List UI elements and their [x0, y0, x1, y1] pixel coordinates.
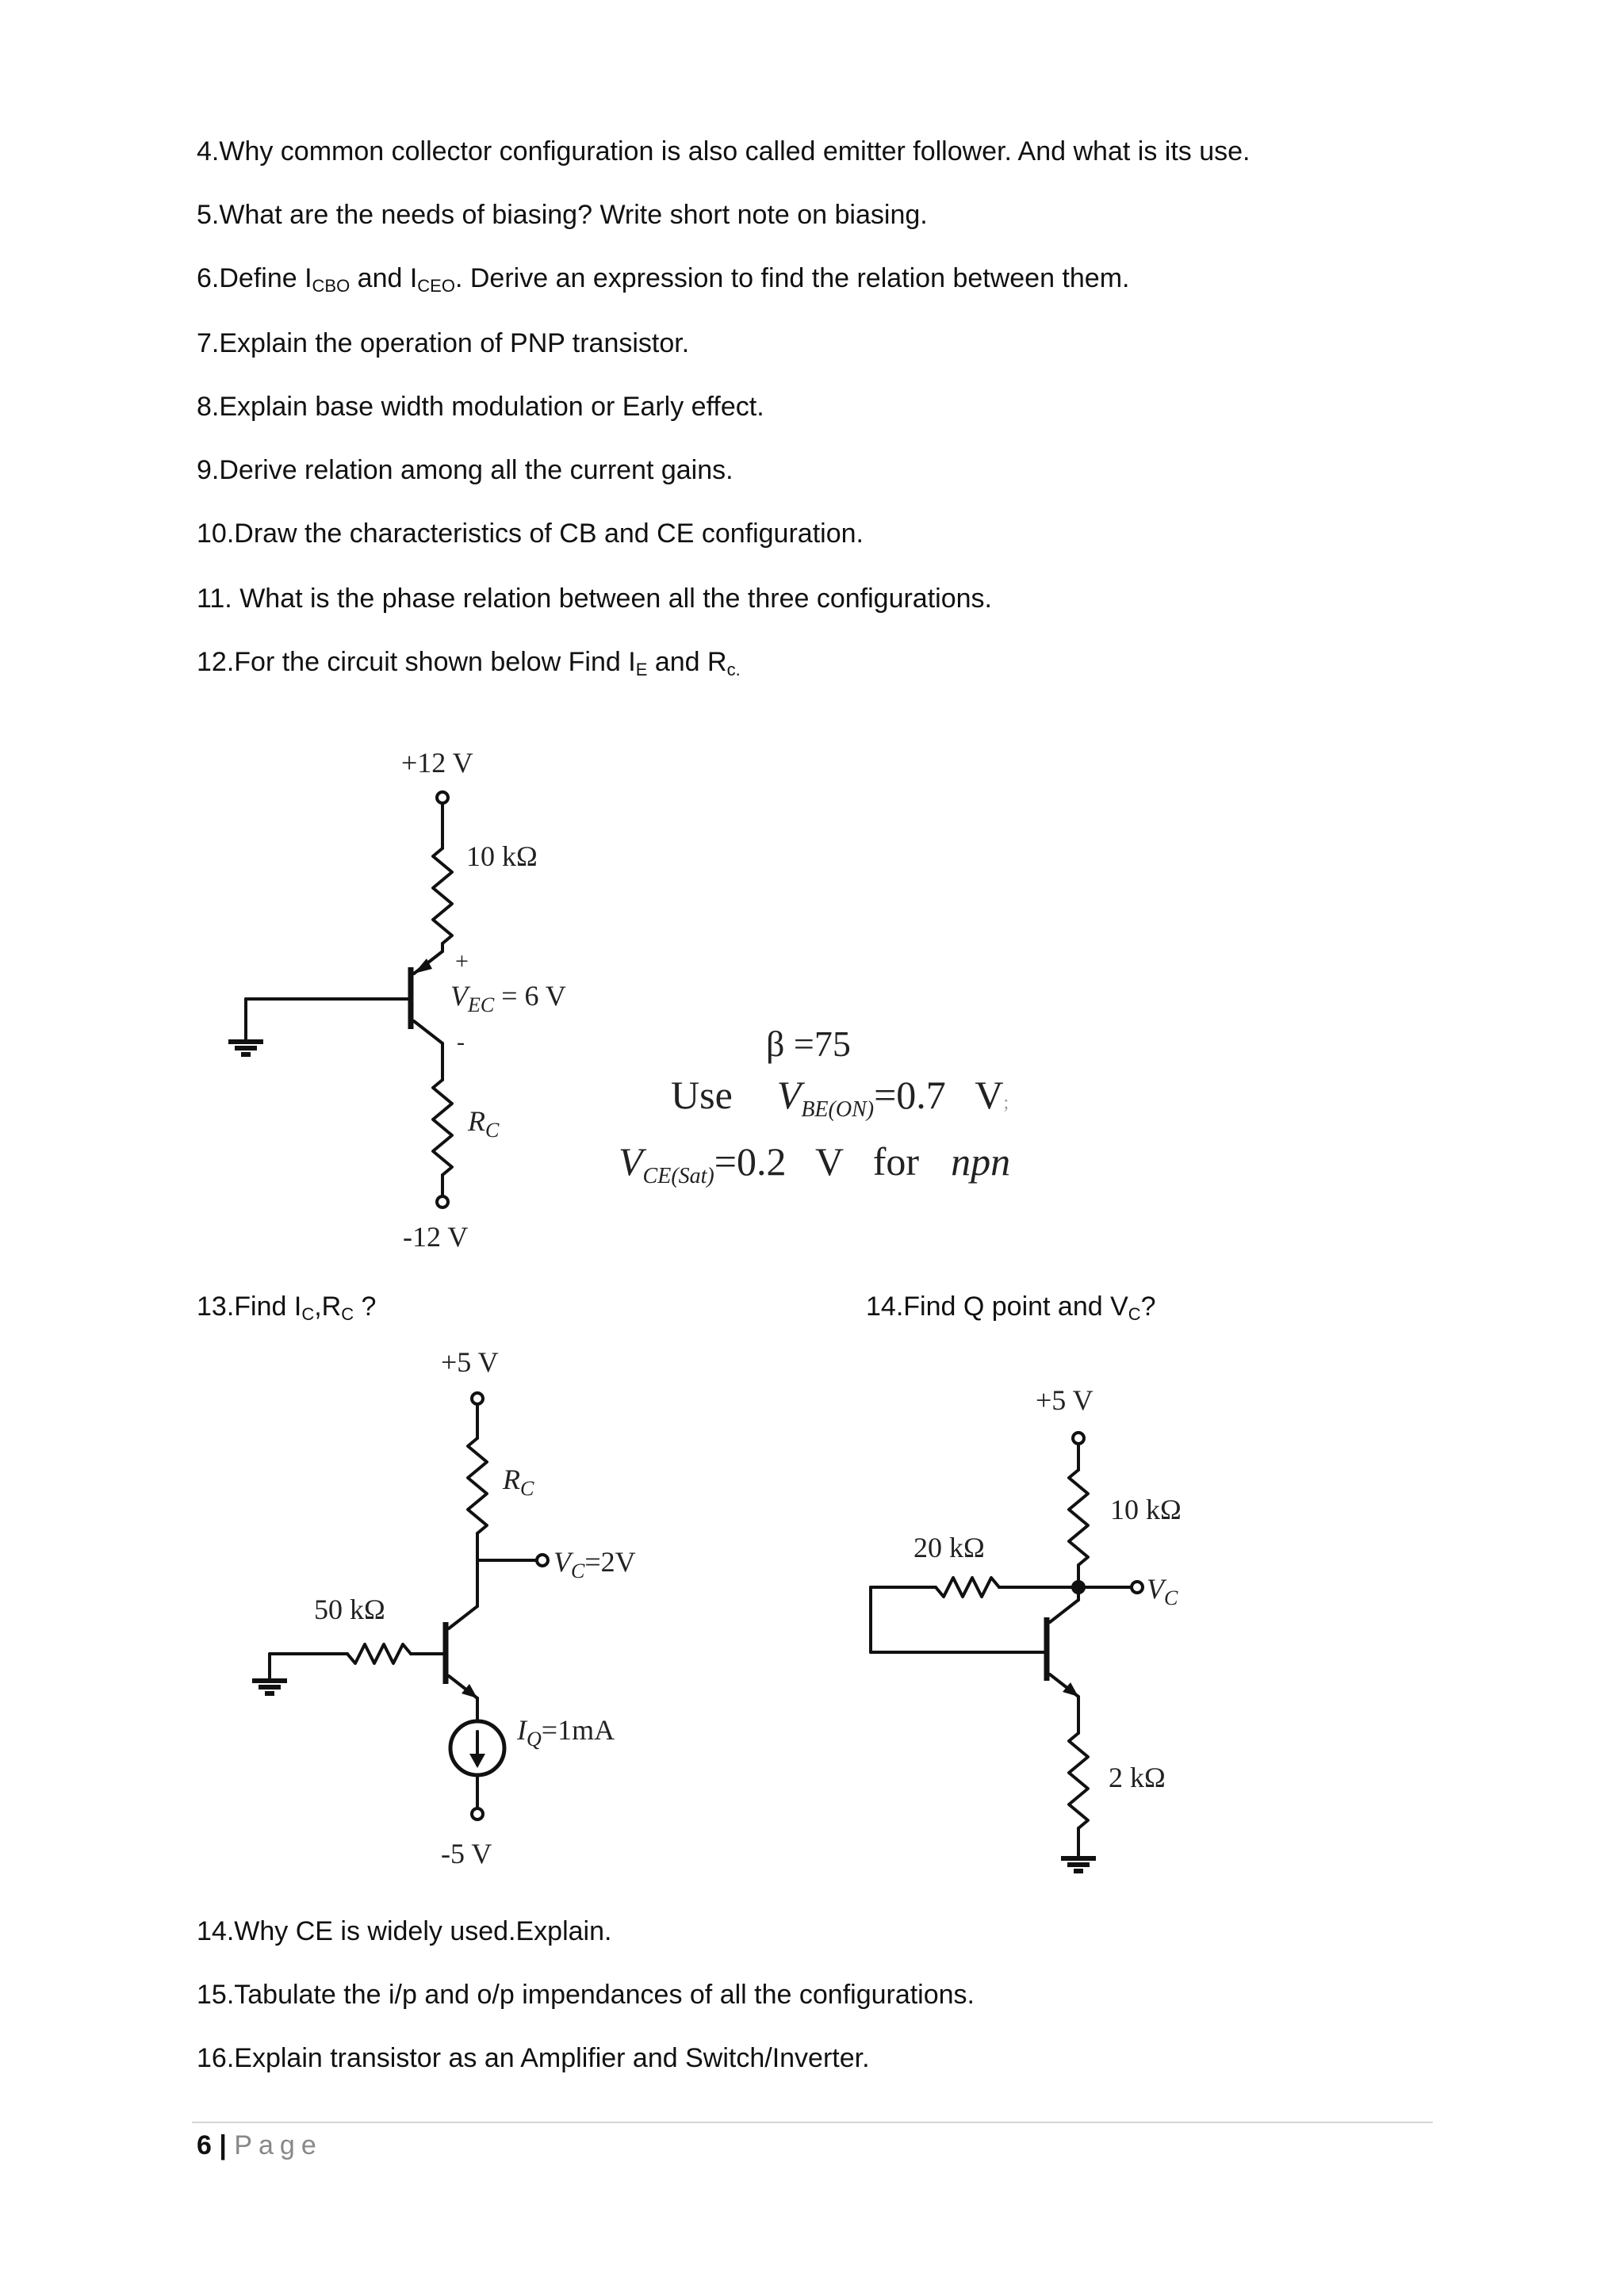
c1-rc-main: R [468, 1105, 485, 1137]
question-6 [197, 262, 1129, 294]
c3-re-resistor [1069, 1733, 1088, 1828]
c3-re-label: 2 kΩ [1109, 1762, 1166, 1793]
question-7 [197, 327, 689, 359]
c2-terminal-top [472, 1393, 483, 1404]
circuit-2-npn-current-source-diagram [238, 1340, 730, 1887]
c2-rb-label: 50 kΩ [314, 1594, 385, 1625]
c1-supply-top: +12 V [401, 747, 473, 779]
question-12 [197, 646, 741, 678]
formula-use: Use [671, 1073, 733, 1117]
c2-supply-bottom: -5 V [441, 1838, 492, 1869]
question-11-text: 11. What is the phase relation between all the three configurations. [197, 584, 992, 614]
q12-sub-c: c. [726, 660, 741, 679]
c3-vc-sub: C [1164, 1586, 1178, 1609]
c1-rc-sub: C [485, 1119, 500, 1142]
c1-vec-val: = 6 V [494, 980, 566, 1012]
question-14b [197, 1915, 611, 1947]
q6-post: . Derive an expression to find the relation between them. [454, 263, 1130, 293]
formula-block [619, 1023, 1189, 1213]
c2-current-arrow-icon [469, 1754, 485, 1768]
c2-rb-resistor [347, 1644, 411, 1663]
c2-iq-val: =1mA [541, 1714, 615, 1746]
question-15-text: 15.Tabulate the i/p and o/p impendances of all the configurations. [197, 1980, 975, 2010]
formula-line-1 [671, 1072, 1009, 1122]
c1-plus-sign: + [455, 948, 469, 974]
c2-vc-val: =2V [584, 1546, 636, 1578]
question-10-text: 10.Draw the characteristics of CB and CE configuration. [197, 519, 864, 549]
c3-terminal-top [1073, 1433, 1084, 1444]
q14a-pre: 14.Find Q point and V [866, 1292, 1128, 1322]
formula-vce-sub: CE(Sat) [642, 1164, 714, 1188]
c1-emitter-resistor [433, 848, 452, 943]
q12-sub-e: E [635, 660, 648, 679]
formula-vbe-tail: ; [1003, 1093, 1009, 1113]
formula-npn: npn [951, 1139, 1011, 1184]
c3-rb-label: 20 kΩ [914, 1532, 985, 1563]
page-separator: | [211, 2130, 235, 2160]
c3-vc-label [1147, 1573, 1178, 1609]
c1-terminal-bottom [437, 1196, 448, 1207]
c2-terminal-bottom [472, 1808, 483, 1820]
c3-rc-resistor [1069, 1470, 1088, 1565]
c1-terminal-top [437, 792, 448, 803]
c2-vc-label [553, 1546, 636, 1582]
beta-value: β =75 [766, 1024, 851, 1064]
c1-vec-sub: EC [468, 993, 495, 1016]
question-4 [197, 136, 1250, 167]
c1-collector-lead [414, 1021, 442, 1043]
question-7-text: 7.Explain the operation of PNP transistor. [197, 328, 690, 358]
formula-vbe-val: =0.7 V [874, 1073, 1004, 1117]
c3-vc-terminal [1132, 1582, 1143, 1593]
formula-vbe-sub: BE(ON) [801, 1097, 875, 1122]
c2-rc-sub: C [520, 1477, 534, 1500]
c3-rc-label: 10 kΩ [1110, 1494, 1182, 1525]
c1-vec-label [450, 980, 566, 1016]
circuit-3-npn-feedback-diagram [856, 1380, 1300, 1887]
question-14b-text: 14.Why CE is widely used.Explain. [197, 1916, 612, 1946]
c2-vc-sub: C [571, 1559, 585, 1582]
q6-sub-ceo: CEO [417, 276, 455, 296]
page-number: 6 [197, 2130, 212, 2160]
formula-vce-main: V [619, 1139, 643, 1184]
q12-mid: and R [647, 647, 727, 677]
question-8 [197, 391, 764, 423]
c2-rc-resistor [468, 1438, 487, 1533]
question-10 [197, 518, 864, 549]
q13-sub-c: C [301, 1304, 315, 1324]
c1-minus-sign: - [457, 1029, 465, 1055]
question-13 [197, 1291, 376, 1322]
c2-iq-sub: Q [527, 1728, 542, 1751]
question-14a [866, 1291, 1156, 1322]
question-16-text: 16.Explain transistor as an Amplifier and Switch/Inverter. [197, 2043, 870, 2073]
c2-vc-main: V [553, 1546, 571, 1578]
footer-divider [192, 2122, 1433, 2123]
q14a-sub-c: C [1128, 1304, 1141, 1324]
c1-vec-main: V [450, 980, 468, 1012]
formula-line-2 [619, 1138, 1011, 1188]
c2-vc-terminal [537, 1555, 548, 1566]
c1-r-emitter-label: 10 kΩ [466, 840, 538, 872]
c3-rb-resistor [936, 1578, 999, 1597]
c2-iq-main: I [517, 1714, 527, 1746]
q6-pre: 6.Define I [197, 263, 312, 293]
c3-supply-top: +5 V [1036, 1384, 1094, 1416]
c2-supply-top: +5 V [441, 1346, 499, 1378]
q13-post: ? [354, 1292, 377, 1322]
q6-sub-cbo: CBO [312, 276, 350, 296]
q13-pre: 13.Find I [197, 1292, 302, 1322]
c2-iq-label [516, 1714, 615, 1751]
q13-mid: ,R [314, 1292, 342, 1322]
question-5-text: 5.What are the needs of biasing? Write short note on biasing. [197, 200, 928, 230]
page-footer [197, 2130, 323, 2161]
c1-rc-label [467, 1105, 500, 1142]
c3-vc-main: V [1147, 1573, 1164, 1605]
question-9-text: 9.Derive relation among all the current gains. [197, 455, 733, 485]
q14a-post: ? [1140, 1292, 1156, 1322]
question-9 [197, 454, 733, 486]
question-16 [197, 2042, 870, 2074]
question-5 [197, 199, 928, 231]
question-11 [197, 583, 992, 614]
question-15 [197, 1979, 975, 2011]
c3-collector-lead [1050, 1600, 1078, 1622]
q13-sub-c2: C [341, 1304, 354, 1324]
formula-vbe-main: V [776, 1073, 802, 1117]
formula-vce-val: =0.2 V for [714, 1139, 920, 1184]
c2-rc-label [502, 1464, 534, 1500]
q6-mid: and I [350, 263, 418, 293]
c2-collector-lead [449, 1606, 477, 1628]
circuit-1-pnp-diagram [214, 737, 658, 1261]
question-8-text: 8.Explain base width modulation or Early effect. [197, 392, 764, 422]
c1-supply-bottom: -12 V [403, 1221, 469, 1253]
page-word: Page [234, 2130, 323, 2160]
question-4-text: 4.Why common collector configuration is also called emitter follower. And what is its use. [197, 136, 1251, 166]
q12-pre: 12.For the circuit shown below Find I [197, 647, 636, 677]
c2-rc-main: R [503, 1464, 520, 1495]
c1-rc-resistor [433, 1080, 452, 1175]
